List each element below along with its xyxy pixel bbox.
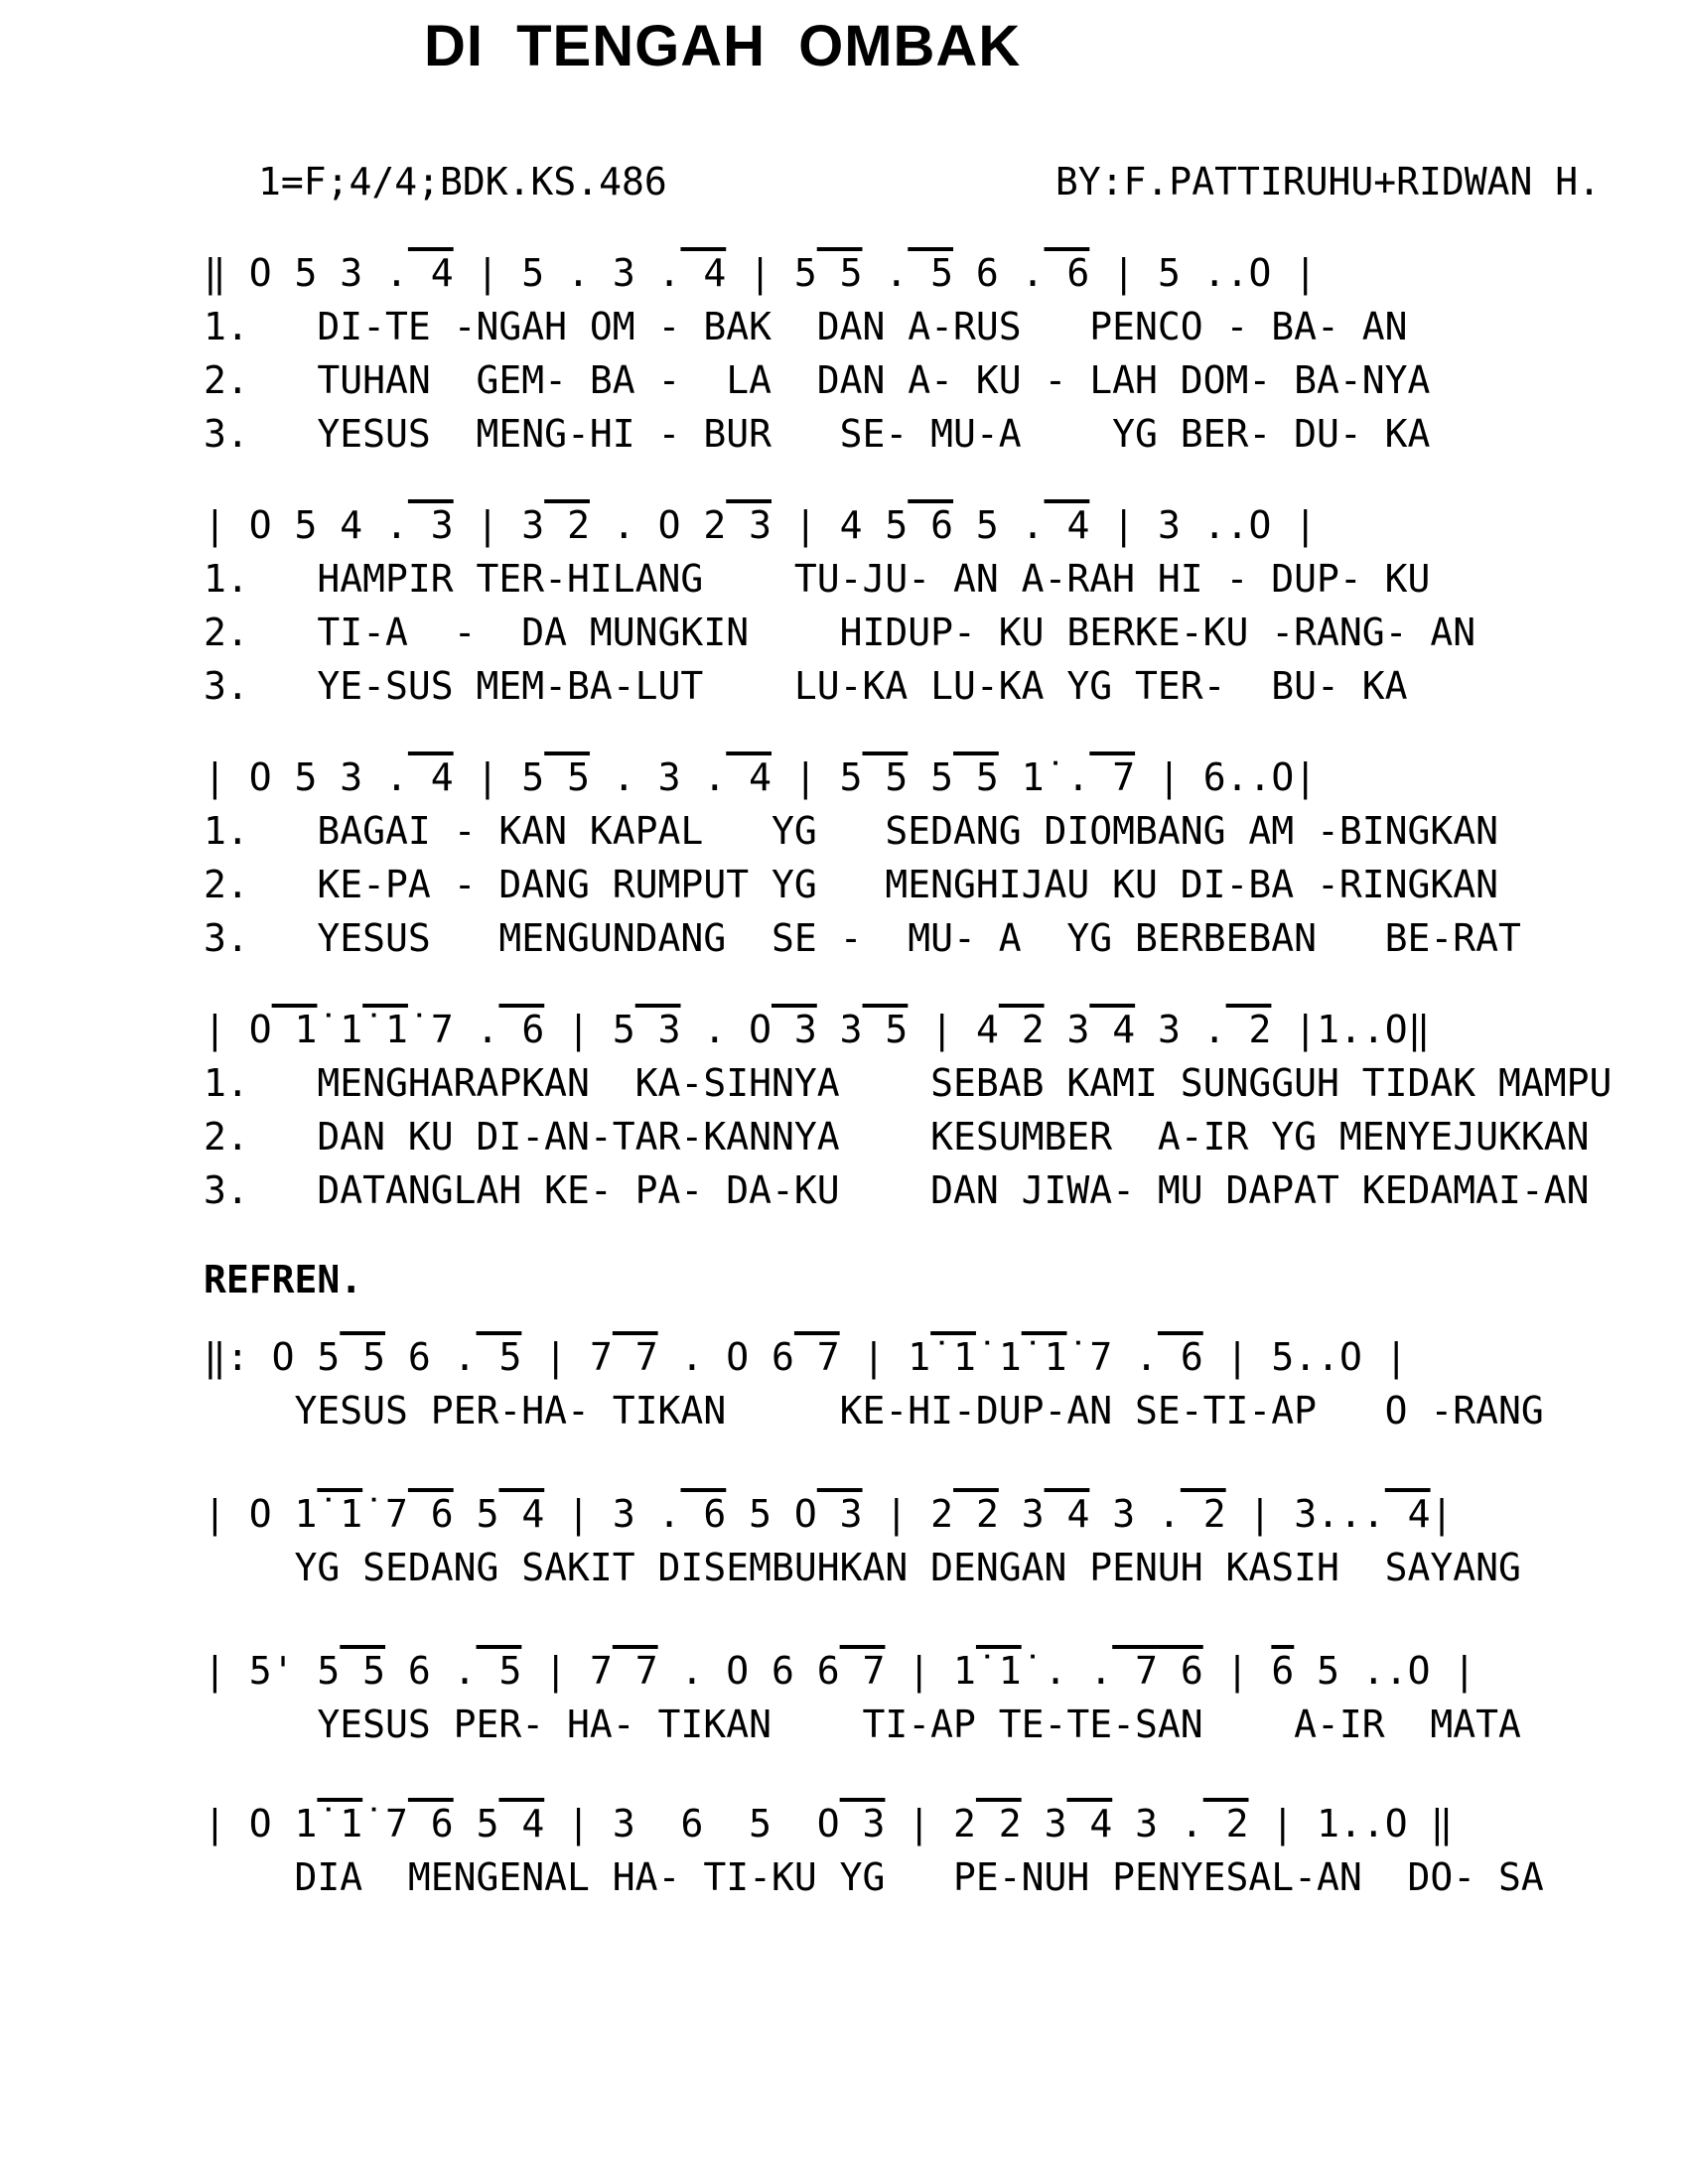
beam-overline: 4 bbox=[407, 755, 454, 799]
beam-overline: 1̇ bbox=[362, 1008, 408, 1051]
key-signature: 1=F;4/4;BDK.KS.486 bbox=[258, 160, 667, 204]
beam-overline: 6 bbox=[498, 1008, 545, 1051]
beam-overline: 4 bbox=[1044, 503, 1090, 547]
beam-overline: 6 bbox=[1044, 251, 1090, 295]
beam-overline: 5 bbox=[476, 1335, 522, 1379]
beam-overline: 6 bbox=[1157, 1649, 1203, 1693]
beam-overline: 1̇ bbox=[930, 1335, 976, 1379]
notation-line: | O 1̇ 1̇ 1̇ 7 . 6 | 5 3 . O 3 3 5 | 4 2 3 4 3 . 2 |1..O‖ bbox=[204, 1008, 1431, 1051]
notation-line: ‖: O 5 5 6 . 5 | 7 7 . O 6 7 | 1̇ 1̇ 1̇ 1̇ 7 . 6 | 5..O | bbox=[204, 1335, 1408, 1379]
stanza-block bbox=[204, 751, 1684, 965]
lyric-line: DIA MENGENAL HA- TI-KU YG PE-NUH PENYESAL-AN DO- SA bbox=[204, 1855, 1544, 1899]
notation-line: | O 1̇ 1̇ 7 6 5 4 | 3 6 5 O 3 | 2 2 3 4 3 . 2 | 1..O ‖ bbox=[204, 1802, 1454, 1845]
lyric-line: 1. BAGAI - KAN KAPAL YG SEDANG DIOMBANG AM -BINGKAN bbox=[204, 809, 1499, 853]
beam-overline: 7 bbox=[839, 1649, 886, 1693]
lyric-line: 1. DI-TE -NGAH OM - BAK DAN A-RUS PENCO - BA- AN bbox=[204, 305, 1408, 348]
stanza-block bbox=[204, 246, 1684, 461]
lyric-line: 3. YESUS MENG-HI - BUR SE- MU-A YG BER- DU- KA bbox=[204, 412, 1431, 456]
beam-overline: 2 bbox=[975, 1802, 1022, 1845]
beam-overline: 7 bbox=[612, 1335, 658, 1379]
refrain-block bbox=[204, 1797, 1684, 1904]
beam-overline: 7 bbox=[612, 1649, 658, 1693]
stanza-block bbox=[204, 1003, 1684, 1217]
lyric-line: 2. TI-A - DA MUNGKIN HIDUP- KU BERKE-KU -RANG- AN bbox=[204, 611, 1476, 654]
notation-line: | O 1̇ 1̇ 7 6 5 4 | 3 . 6 5 O 3 | 2 2 3 4 3 . 2 | 3... 4| bbox=[204, 1492, 1454, 1536]
beam-overline: 4 bbox=[680, 251, 727, 295]
refrain-section bbox=[204, 1330, 1684, 1904]
beam-overline: 3 bbox=[772, 1008, 817, 1051]
lyric-line: 3. DATANGLAH KE- PA- DA-KU DAN JIWA- MU DAPAT KEDAMAI-AN bbox=[204, 1168, 1590, 1212]
lyric-line: 1. HAMPIR TER-HILANG TU-JU- AN A-RAH HI - DUP- KU bbox=[204, 557, 1431, 601]
beam-overline: 4 bbox=[498, 1492, 545, 1536]
beam-overline: 6 bbox=[1271, 1649, 1295, 1693]
lyric-line: YESUS PER- HA- TIKAN TI-AP TE-TE-SAN A-IR MATA bbox=[204, 1703, 1521, 1746]
beam-overline: 4 bbox=[407, 251, 454, 295]
beam-overline: 3 bbox=[634, 1008, 681, 1051]
notation-line: | O 5 3 . 4 | 5 5 . 3 . 4 | 5 5 5 5 1̇ . 7 | 6..O| bbox=[204, 755, 1318, 799]
beam-overline: 5 bbox=[340, 1649, 386, 1693]
lyric-line: 3. YE-SUS MEM-BA-LUT LU-KA LU-KA YG TER- BU- KA bbox=[204, 664, 1408, 708]
beam-overline: 1̇ bbox=[317, 1492, 363, 1536]
beam-overline: 4 bbox=[1089, 1008, 1136, 1051]
beam-overline: 3 bbox=[407, 503, 454, 547]
notation-line: | O 5 4 . 3 | 3 2 . O 2 3 | 4 5 6 5 . 4 | 3 ..O | bbox=[204, 503, 1318, 547]
beam-overline: 5 bbox=[476, 1649, 522, 1693]
lyric-line: 2. TUHAN GEM- BA - LA DAN A- KU - LAH DOM- BA-NYA bbox=[204, 358, 1431, 402]
beam-overline: 2 bbox=[544, 503, 590, 547]
refrain-block bbox=[204, 1487, 1684, 1594]
beam-overline: 4 bbox=[1384, 1492, 1431, 1536]
refrain-heading: REFREN. bbox=[204, 1258, 363, 1301]
beam-overline: 6 bbox=[1157, 1335, 1203, 1379]
beam-overline: 3 bbox=[816, 1492, 863, 1536]
beam-overline: 5 bbox=[862, 1008, 909, 1051]
lyric-line: YG SEDANG SAKIT DISEMBUHKAN DENGAN PENUH KASIH SAYANG bbox=[204, 1546, 1521, 1589]
beam-overline: 6 bbox=[908, 503, 954, 547]
beam-overline: 5 bbox=[816, 251, 863, 295]
author-credit: BY:F.PATTIRUHU+RIDWAN H. bbox=[1054, 160, 1601, 204]
beam-overline: 4 bbox=[498, 1802, 545, 1845]
beam-overline: 1̇ bbox=[271, 1008, 318, 1051]
beam-overline: 7 bbox=[1112, 1649, 1158, 1693]
beam-overline: 5 bbox=[544, 755, 590, 799]
meta-row bbox=[258, 159, 1601, 205]
beam-overline: 7 bbox=[1089, 755, 1136, 799]
beam-overline: 6 bbox=[680, 1492, 727, 1536]
beam-overline: 1̇ bbox=[317, 1802, 363, 1845]
beam-overline: 5 bbox=[908, 251, 954, 295]
lyric-line: 1. MENGHARAPKAN KA-SIHNYA SEBAB KAMI SUNGGUH TIDAK MAMPU bbox=[204, 1061, 1613, 1105]
beam-overline: 4 bbox=[1066, 1802, 1113, 1845]
beam-overline: 2 bbox=[1202, 1802, 1249, 1845]
beam-overline: 2 bbox=[953, 1492, 999, 1536]
lyric-line: 2. DAN KU DI-AN-TAR-KANNYA KESUMBER A-IR YG MENYEJUKKAN bbox=[204, 1115, 1590, 1159]
beam-overline: 7 bbox=[793, 1335, 840, 1379]
lyric-line: 3. YESUS MENGUNDANG SE - MU- A YG BERBEBAN BE-RAT bbox=[204, 916, 1521, 960]
beam-overline: 3 bbox=[839, 1802, 886, 1845]
refrain-block bbox=[204, 1330, 1684, 1437]
beam-overline: 1̇ bbox=[1021, 1335, 1067, 1379]
stanza-block bbox=[204, 498, 1684, 713]
lyric-line: YESUS PER-HA- TIKAN KE-HI-DUP-AN SE-TI-AP O -RANG bbox=[204, 1389, 1544, 1433]
notation-line: ‖ O 5 3 . 4 | 5 . 3 . 4 | 5 5 . 5 6 . 6 | 5 ..O | bbox=[204, 251, 1318, 295]
lyric-line: 2. KE-PA - DANG RUMPUT YG MENGHIJAU KU DI-BA -RINGKAN bbox=[204, 863, 1499, 906]
beam-overline: 2 bbox=[1225, 1008, 1272, 1051]
beam-overline: 6 bbox=[407, 1492, 454, 1536]
beam-overline: 5 bbox=[340, 1335, 386, 1379]
beam-overline: 5 bbox=[953, 755, 999, 799]
beam-overline: 2 bbox=[998, 1008, 1045, 1051]
refrain-block bbox=[204, 1644, 1684, 1751]
notation-line: | 5' 5 5 6 . 5 | 7 7 . O 6 6 7 | 1̇ 1̇ . . 7 6 | 6 5 ..O | bbox=[204, 1649, 1476, 1693]
page-title: DI TENGAH OMBAK bbox=[424, 14, 1022, 78]
beam-overline: 2 bbox=[1180, 1492, 1226, 1536]
beam-overline: 4 bbox=[1044, 1492, 1090, 1536]
beam-overline: 4 bbox=[726, 755, 772, 799]
beam-overline: 6 bbox=[407, 1802, 454, 1845]
beam-overline: 1̇ bbox=[975, 1649, 1022, 1693]
stanza-section bbox=[204, 246, 1684, 1217]
beam-overline: 3 bbox=[726, 503, 772, 547]
beam-overline: 5 bbox=[862, 755, 909, 799]
